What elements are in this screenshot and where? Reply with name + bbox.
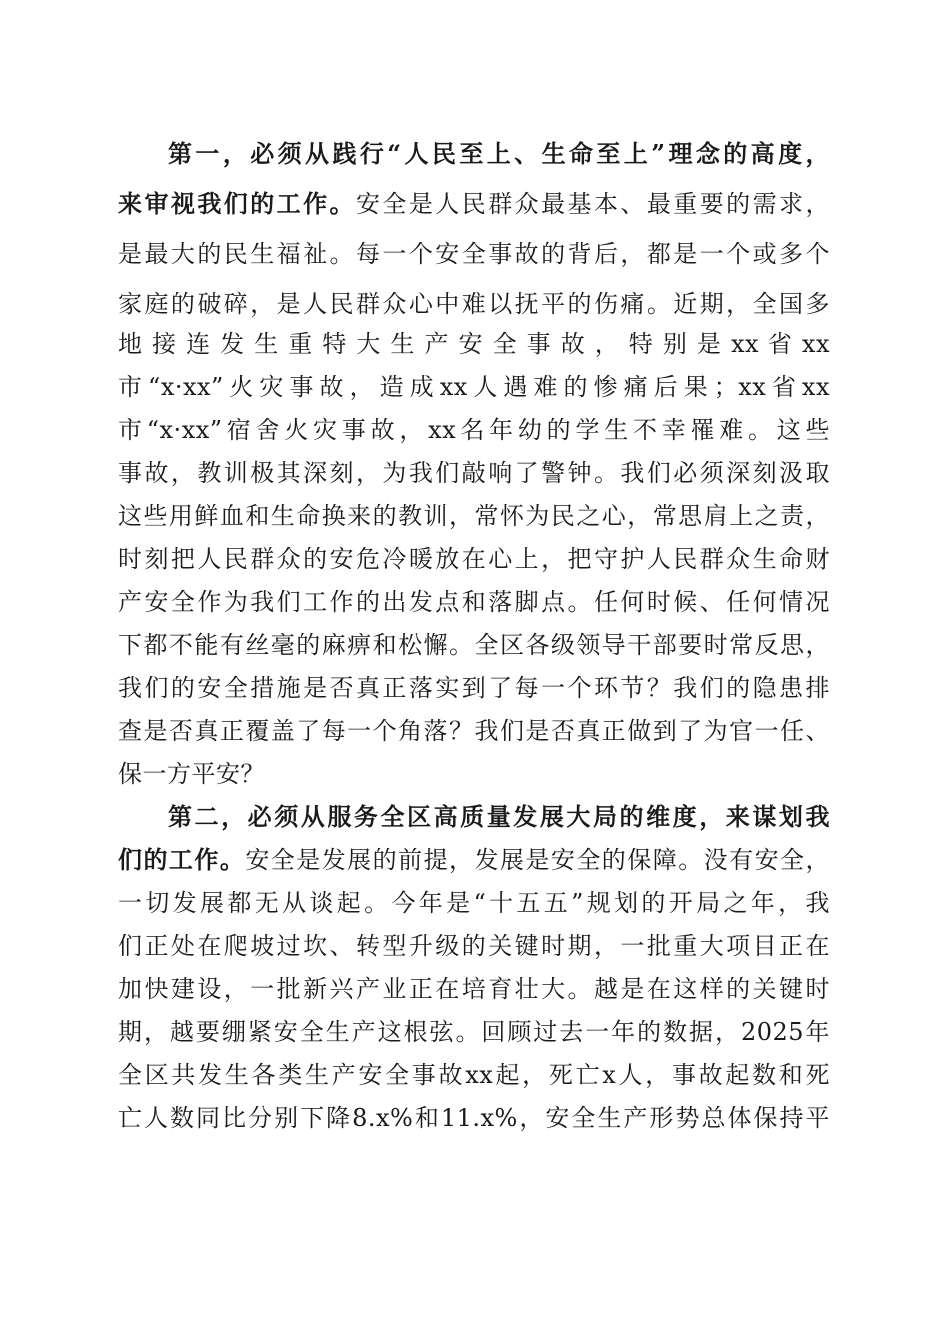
paragraph-2-line-7: 全区共发生各类生产安全事故xx起，死亡x人，事故起数和死 [118, 1061, 830, 1089]
paragraph-2-line-5: 加快建设，一批新兴产业正在培育壮大。越是在这样的关键时 [118, 975, 830, 1003]
paragraph-1-line-3: 是最大的民生福祉。每一个安全事故的背后，都是一个或多个 [118, 240, 830, 268]
paragraph-1-line-1 [168, 136, 830, 172]
paragraph-1-line-7: 市“x·xx”宿舍火灾事故，xx名年幼的学生不幸罹难。这些 [118, 416, 830, 444]
paragraph-1-line-9: 这些用鲜血和生命换来的教训，常怀为民之心，常思肩上之责， [118, 502, 830, 530]
paragraph-1-line-6: 市“x·xx”火灾事故，造成xx人遇难的惨痛后果；xx省xx [118, 373, 830, 401]
paragraph-2-line-4: 们正处在爬坡过坎、转型升级的关键时期，一批重大项目正在 [118, 932, 830, 960]
paragraph-2-lead-end: 们的工作。 [118, 845, 246, 874]
paragraph-1-line-14: 查是否真正覆盖了每一个角落？我们是否真正做到了为官一任、 [118, 717, 830, 745]
paragraph-1-line-10: 时刻把人民群众的安危冷暖放在心上，把守护人民群众生命财 [118, 545, 830, 573]
paragraph-2-text: 安全是发展的前提，发展是安全的保障。没有安全， [245, 846, 831, 874]
paragraph-1-lead-end: 来审视我们的工作。 [118, 189, 356, 218]
paragraph-2-lead: 第二，必须从服务全区高质量发展大局的维度，来谋划我 [168, 802, 830, 831]
paragraph-1-line-15: 保一方平安？ [118, 760, 265, 788]
paragraph-1-line-2 [118, 186, 830, 222]
paragraph-1-text: 安全是人民群众最基本、最重要的需求， [355, 190, 831, 218]
paragraph-1-line-12: 下都不能有丝毫的麻痹和松懈。全区各级领导干部要时常反思， [118, 631, 830, 659]
paragraph-2-line-2 [118, 842, 830, 878]
paragraph-1-line-5: 地 接 连 发 生 重 特 大 生 产 安 全 事 故 ， 特 别 是 xx 省 xx [118, 330, 830, 358]
paragraph-2-line-1 [168, 799, 830, 835]
paragraph-1-lead: 第一，必须从践行“人民至上、生命至上”理念的高度， [168, 139, 830, 168]
paragraph-1-line-4: 家庭的破碎，是人民群众心中难以抚平的伤痛。近期，全国多 [118, 290, 830, 318]
paragraph-1-line-8: 事故，教训极其深刻，为我们敲响了警钟。我们必须深刻汲取 [118, 459, 830, 487]
paragraph-2-line-3: 一切发展都无从谈起。今年是“十五五”规划的开局之年，我 [118, 889, 830, 917]
paragraph-2-line-6: 期，越要绷紧安全生产这根弦。回顾过去一年的数据，2025年 [118, 1018, 830, 1046]
paragraph-1-line-11: 产安全作为我们工作的出发点和落脚点。任何时候、任何情况 [118, 588, 830, 616]
paragraph-2-line-8: 亡人数同比分别下降8.x%和11.x%，安全生产形势总体保持平 [118, 1104, 830, 1132]
paragraph-1-line-13: 我们的安全措施是否真正落实到了每一个环节？我们的隐患排 [118, 674, 830, 702]
